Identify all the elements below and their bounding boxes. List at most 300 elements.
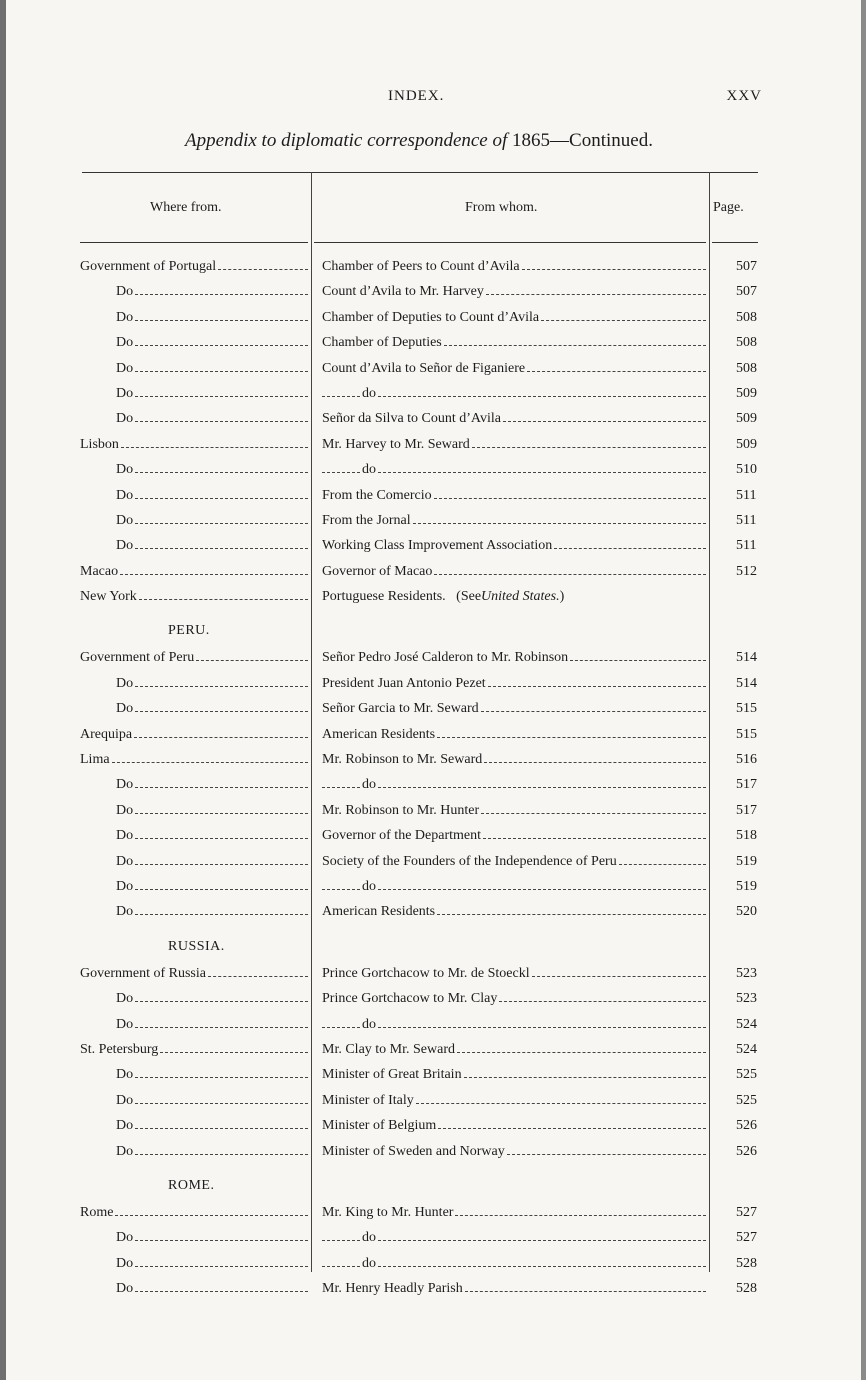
where-from-cell [116, 904, 308, 920]
where-from-cell [116, 1017, 308, 1033]
from-whom-cell [322, 727, 706, 743]
dot-leader [378, 471, 706, 473]
table-row [0, 434, 866, 459]
dot-leader [135, 293, 308, 295]
where-from-cell [80, 752, 308, 768]
page-number-cell: 524 [736, 1016, 757, 1032]
dot-leader [437, 913, 706, 915]
table-row [0, 1115, 866, 1140]
where-from-cell [80, 589, 308, 605]
from-whom-text: Count d’Avila to Mr. Harvey [322, 284, 484, 300]
page-number-cell: 524 [736, 1041, 757, 1057]
where-from-cell [116, 462, 308, 478]
table-row [0, 698, 866, 723]
from-whom-cell [322, 335, 706, 351]
dot-leader [135, 522, 308, 524]
where-from-cell [116, 284, 308, 300]
table-row [0, 901, 866, 926]
page-number-cell: 511 [736, 538, 757, 554]
from-whom-cell [322, 1230, 706, 1246]
where-from-text: Government of Peru [80, 650, 195, 666]
dot-leader [378, 786, 706, 788]
where-from-cell [80, 727, 308, 743]
from-whom-text: Señor Pedro José Calderon to Mr. Robinson [322, 650, 569, 666]
dot-leader [378, 1239, 706, 1241]
dot-leader [378, 1265, 706, 1267]
page-number-cell: 517 [736, 777, 757, 793]
dot-leader [570, 659, 706, 661]
where-from-cell [116, 828, 308, 844]
page-number-cell: 523 [736, 991, 757, 1007]
from-whom-text: Señor da Silva to Count d’Avila [322, 411, 501, 427]
where-from-text: Do [116, 487, 134, 503]
table-row [0, 408, 866, 433]
dot-leader [503, 420, 706, 422]
dot-leader [135, 420, 308, 422]
dot-leader [322, 888, 360, 890]
where-from-text: Do [116, 512, 134, 528]
section-heading: PERU. [168, 623, 210, 639]
dot-leader [554, 547, 706, 549]
from-whom-cell [322, 1093, 706, 1109]
from-whom-text: From the Comercio [322, 487, 432, 503]
dot-leader [486, 293, 706, 295]
dot-leader [135, 1026, 308, 1028]
dot-leader [135, 786, 308, 788]
dot-leader [378, 888, 706, 890]
dot-leader [434, 573, 706, 575]
where-from-cell [116, 1067, 308, 1083]
where-from-cell [116, 676, 308, 692]
where-from-cell [116, 854, 308, 870]
index-table-body [0, 256, 866, 1303]
from-whom-cell [322, 803, 706, 819]
from-whom-text: do [362, 1255, 376, 1271]
page-number-cell: 517 [736, 802, 757, 818]
from-whom-cell [322, 386, 706, 402]
column-header-from-whom: From whom. [465, 200, 538, 215]
table-row [0, 1064, 866, 1089]
dot-leader [322, 395, 360, 397]
from-whom-cell [322, 854, 706, 870]
table-row [0, 851, 866, 876]
where-from-text: Do [116, 1230, 134, 1246]
from-whom-text: Working Class Improvement Association [322, 538, 553, 554]
where-from-cell [116, 1144, 308, 1160]
from-whom-text: Minister of Belgium [322, 1118, 437, 1134]
where-from-text: Do [116, 777, 134, 793]
from-whom-cell [322, 1281, 706, 1297]
where-from-text: New York [80, 589, 137, 605]
where-from-cell [80, 1042, 308, 1058]
where-from-text: Government of Russia [80, 965, 206, 981]
from-whom-cell [322, 589, 706, 605]
section-row [0, 611, 866, 647]
from-whom-text: Minister of Italy [322, 1092, 414, 1108]
where-from-text: Do [116, 1255, 134, 1271]
where-from-text: Do [116, 991, 134, 1007]
dot-leader [115, 1214, 308, 1216]
from-whom-cell [322, 828, 706, 844]
from-whom-text: do [362, 777, 376, 793]
header-rule-whom [314, 242, 706, 243]
where-from-text: Lima [80, 752, 110, 768]
dot-leader [196, 659, 308, 661]
where-from-cell [116, 1281, 308, 1297]
page-number-cell: 523 [736, 965, 757, 981]
where-from-text: Do [116, 1281, 134, 1297]
table-row [0, 561, 866, 586]
from-whom-text: Mr. Henry Headly Parish [322, 1281, 463, 1297]
dot-leader [527, 370, 706, 372]
section-heading: ROME. [168, 1177, 215, 1193]
page-number-cell: 519 [736, 853, 757, 869]
table-row [0, 459, 866, 484]
table-row [0, 256, 866, 281]
where-from-text: Do [116, 904, 134, 920]
from-whom-text: do [362, 1016, 376, 1032]
dot-leader [135, 863, 308, 865]
table-row [0, 988, 866, 1013]
from-whom-text: Minister of Sweden and Norway [322, 1143, 505, 1159]
where-from-text: Do [116, 462, 134, 478]
from-whom-cell [322, 701, 706, 717]
dot-leader [522, 268, 706, 270]
dot-leader [135, 1239, 308, 1241]
where-from-cell [80, 1205, 308, 1221]
table-row [0, 724, 866, 749]
dot-leader [416, 1102, 706, 1104]
from-whom-cell [322, 904, 706, 920]
table-row [0, 800, 866, 825]
from-whom-text: do [362, 385, 376, 401]
from-whom-cell [322, 1205, 706, 1221]
where-from-text: Do [116, 538, 134, 554]
section-subtitle [0, 130, 838, 152]
table-row [0, 749, 866, 774]
page-number-cell: 508 [736, 309, 757, 325]
dot-leader [135, 1000, 308, 1002]
dot-leader [322, 471, 360, 473]
where-from-text: Do [116, 360, 134, 376]
from-whom-cell [322, 676, 706, 692]
from-whom-text: Count d’Avila to Señor de Figaniere [322, 360, 526, 376]
from-whom-text: President Juan Antonio Pezet [322, 675, 486, 691]
where-from-cell [116, 991, 308, 1007]
from-whom-cell [322, 488, 706, 504]
dot-leader [135, 497, 308, 499]
where-from-cell [116, 310, 308, 326]
from-whom-cell [322, 966, 706, 982]
where-from-cell [116, 538, 308, 554]
page-number-cell: 515 [736, 701, 757, 717]
page-number-cell: 511 [736, 487, 757, 503]
where-from-text: Rome [80, 1204, 114, 1220]
column-header-where-from: Where from. [150, 200, 222, 215]
running-head-title: INDEX. [388, 88, 445, 104]
page-number-cell: 526 [736, 1143, 757, 1159]
note-suffix: ) [559, 589, 565, 605]
where-from-cell [80, 437, 308, 453]
dot-leader [434, 497, 706, 499]
where-from-text: Do [116, 878, 134, 894]
dot-leader [455, 1214, 706, 1216]
section-row [0, 927, 866, 963]
where-from-text: Do [116, 309, 134, 325]
from-whom-cell [322, 1144, 706, 1160]
where-from-cell [116, 411, 308, 427]
table-row [0, 586, 866, 611]
table-row [0, 1090, 866, 1115]
table-row [0, 774, 866, 799]
spacer [446, 589, 457, 605]
dot-leader [160, 1051, 308, 1053]
where-from-cell [116, 488, 308, 504]
table-row [0, 825, 866, 850]
table-row [0, 673, 866, 698]
dot-leader [322, 1265, 360, 1267]
from-whom-cell [322, 411, 706, 427]
from-whom-cell [322, 538, 706, 554]
table-row [0, 332, 866, 357]
where-from-text: Do [116, 701, 134, 717]
dot-leader [135, 344, 308, 346]
from-whom-text: Mr. Robinson to Mr. Seward [322, 752, 483, 768]
note-reference: United States. [481, 589, 560, 605]
from-whom-text: From the Jornal [322, 512, 411, 528]
dot-leader [135, 319, 308, 321]
from-whom-cell [322, 437, 706, 453]
table-row [0, 535, 866, 560]
where-from-cell [116, 1093, 308, 1109]
page-number-cell: 507 [736, 259, 757, 274]
dot-leader [541, 319, 706, 321]
dot-leader [472, 446, 706, 448]
dot-leader [135, 837, 308, 839]
table-row [0, 307, 866, 332]
where-from-cell [116, 361, 308, 377]
from-whom-cell [322, 650, 706, 666]
dot-leader [135, 370, 308, 372]
subtitle-continued: —Continued. [550, 130, 653, 151]
header-rule-where [80, 242, 308, 243]
where-from-cell [116, 777, 308, 793]
from-whom-cell [322, 879, 706, 895]
dot-leader [438, 1127, 706, 1129]
from-whom-text: Chamber of Deputies [322, 335, 442, 351]
where-from-text: Government of Portugal [80, 259, 217, 274]
table-row [0, 510, 866, 535]
dot-leader [378, 395, 706, 397]
dot-leader [121, 446, 308, 448]
where-from-cell [116, 701, 308, 717]
page-number-cell: 515 [736, 726, 757, 742]
page-number-cell: 508 [736, 360, 757, 376]
page-number-cell: 509 [736, 436, 757, 452]
where-from-text: Arequipa [80, 726, 133, 742]
dot-leader [135, 888, 308, 890]
from-whom-text: Chamber of Peers to Count d’Avila [322, 259, 520, 274]
dot-leader [134, 736, 308, 738]
where-from-cell [80, 259, 308, 275]
note-prefix: (See [456, 589, 482, 605]
dot-leader [135, 1127, 308, 1129]
from-whom-cell [322, 462, 706, 478]
where-from-text: Macao [80, 563, 119, 579]
from-whom-cell [322, 991, 706, 1007]
from-whom-text: Governor of Macao [322, 563, 433, 579]
page-number-cell: 527 [736, 1230, 757, 1246]
where-from-cell [116, 803, 308, 819]
table-row [0, 647, 866, 672]
table-row [0, 876, 866, 901]
where-from-text: Do [116, 1143, 134, 1159]
dot-leader [481, 812, 706, 814]
table-row [0, 1253, 866, 1278]
page-number-cell: 520 [736, 904, 757, 920]
table-row [0, 358, 866, 383]
where-from-text: Do [116, 1016, 134, 1032]
from-whom-text: Governor of the Department [322, 828, 481, 844]
from-whom-text: do [362, 462, 376, 478]
from-whom-text: Society of the Founders of the Independence of Peru [322, 853, 617, 869]
page-number-cell: 518 [736, 828, 757, 844]
dot-leader [208, 975, 308, 977]
where-from-text: Lisbon [80, 436, 119, 452]
dot-leader [135, 547, 308, 549]
from-whom-cell [322, 310, 706, 326]
dot-leader [112, 761, 308, 763]
page-number-cell: 525 [736, 1067, 757, 1083]
from-whom-cell [322, 361, 706, 377]
table-row [0, 1039, 866, 1064]
table-row [0, 1227, 866, 1252]
table-row [0, 485, 866, 510]
page-number-cell: 514 [736, 650, 757, 666]
page-number-cell: 527 [736, 1204, 757, 1220]
where-from-text: Do [116, 1067, 134, 1083]
where-from-cell [80, 650, 308, 666]
page-number-cell: 510 [736, 462, 757, 478]
table-row [0, 1141, 866, 1166]
where-from-text: Do [116, 853, 134, 869]
section-row [0, 1166, 866, 1202]
where-from-text: Do [116, 802, 134, 818]
dot-leader [413, 522, 706, 524]
where-from-cell [116, 386, 308, 402]
page-number-cell: 519 [736, 878, 757, 894]
dot-leader [135, 1265, 308, 1267]
from-whom-text: American Residents [322, 904, 436, 920]
from-whom-cell [322, 284, 706, 300]
from-whom-cell [322, 259, 706, 275]
where-from-cell [116, 513, 308, 529]
dot-leader [135, 1153, 308, 1155]
where-from-text: St. Petersburg [80, 1041, 159, 1057]
from-whom-cell [322, 1017, 706, 1033]
page-number-cell: 511 [736, 512, 757, 528]
from-whom-text: Prince Gortchacow to Mr. Clay [322, 991, 498, 1007]
dot-leader [483, 837, 706, 839]
where-from-cell [116, 1118, 308, 1134]
where-from-text: Do [116, 675, 134, 691]
table-row [0, 383, 866, 408]
dot-leader [465, 1290, 706, 1292]
where-from-text: Do [116, 335, 134, 351]
dot-leader [464, 1076, 706, 1078]
where-from-text: Do [116, 1118, 134, 1134]
where-from-cell [116, 1230, 308, 1246]
from-whom-text: Mr. Clay to Mr. Seward [322, 1041, 455, 1057]
dot-leader [135, 685, 308, 687]
page-number-cell: 525 [736, 1092, 757, 1108]
page-number-cell: 509 [736, 411, 757, 427]
where-from-cell [80, 564, 308, 580]
where-from-cell [80, 966, 308, 982]
dot-leader [322, 1239, 360, 1241]
subtitle-year: 1865 [512, 130, 551, 151]
dot-leader [135, 710, 308, 712]
dot-leader [488, 685, 706, 687]
dot-leader [532, 975, 706, 977]
where-from-cell [116, 879, 308, 895]
from-whom-text: American Residents [322, 726, 436, 742]
from-whom-cell [322, 513, 706, 529]
section-heading: RUSSIA. [168, 938, 225, 954]
where-from-cell [116, 1256, 308, 1272]
where-from-text: Do [116, 1092, 134, 1108]
table-row [0, 281, 866, 306]
from-whom-text: do [362, 878, 376, 894]
where-from-text: Do [116, 385, 134, 401]
from-whom-text: Chamber of Deputies to Count d’Avila [322, 309, 540, 325]
dot-leader [378, 1026, 706, 1028]
from-whom-text: Mr. King to Mr. Hunter [322, 1204, 454, 1220]
from-whom-text: Mr. Robinson to Mr. Hunter [322, 802, 480, 818]
dot-leader [499, 1000, 706, 1002]
table-row [0, 1202, 866, 1227]
column-header-page: Page. [713, 200, 744, 215]
running-head-page-number: XXV [726, 88, 762, 104]
where-from-cell [116, 335, 308, 351]
from-whom-cell [322, 1042, 706, 1058]
running-head [0, 88, 866, 112]
dot-leader [135, 471, 308, 473]
dot-leader [135, 1102, 308, 1104]
from-whom-cell [322, 777, 706, 793]
dot-leader [507, 1153, 706, 1155]
from-whom-cell [322, 752, 706, 768]
header-rule-page [712, 242, 758, 243]
dot-leader [135, 913, 308, 915]
dot-leader [135, 1290, 308, 1292]
where-from-text: Do [116, 411, 134, 427]
subtitle-italic: Appendix to diplomatic correspondence of [185, 130, 508, 151]
dot-leader [135, 1076, 308, 1078]
dot-leader [444, 344, 706, 346]
dot-leader [619, 863, 706, 865]
page-number-cell: 514 [736, 675, 757, 691]
page-number-cell: 526 [736, 1118, 757, 1134]
from-whom-cell [322, 564, 706, 580]
from-whom-text: Prince Gortchacow to Mr. de Stoeckl [322, 965, 530, 981]
dot-leader [135, 812, 308, 814]
from-whom-cell [322, 1118, 706, 1134]
where-from-text: Do [116, 284, 134, 300]
page-number-cell: 507 [736, 284, 757, 300]
page-number-cell: 528 [736, 1281, 757, 1297]
from-whom-cell [322, 1256, 706, 1272]
